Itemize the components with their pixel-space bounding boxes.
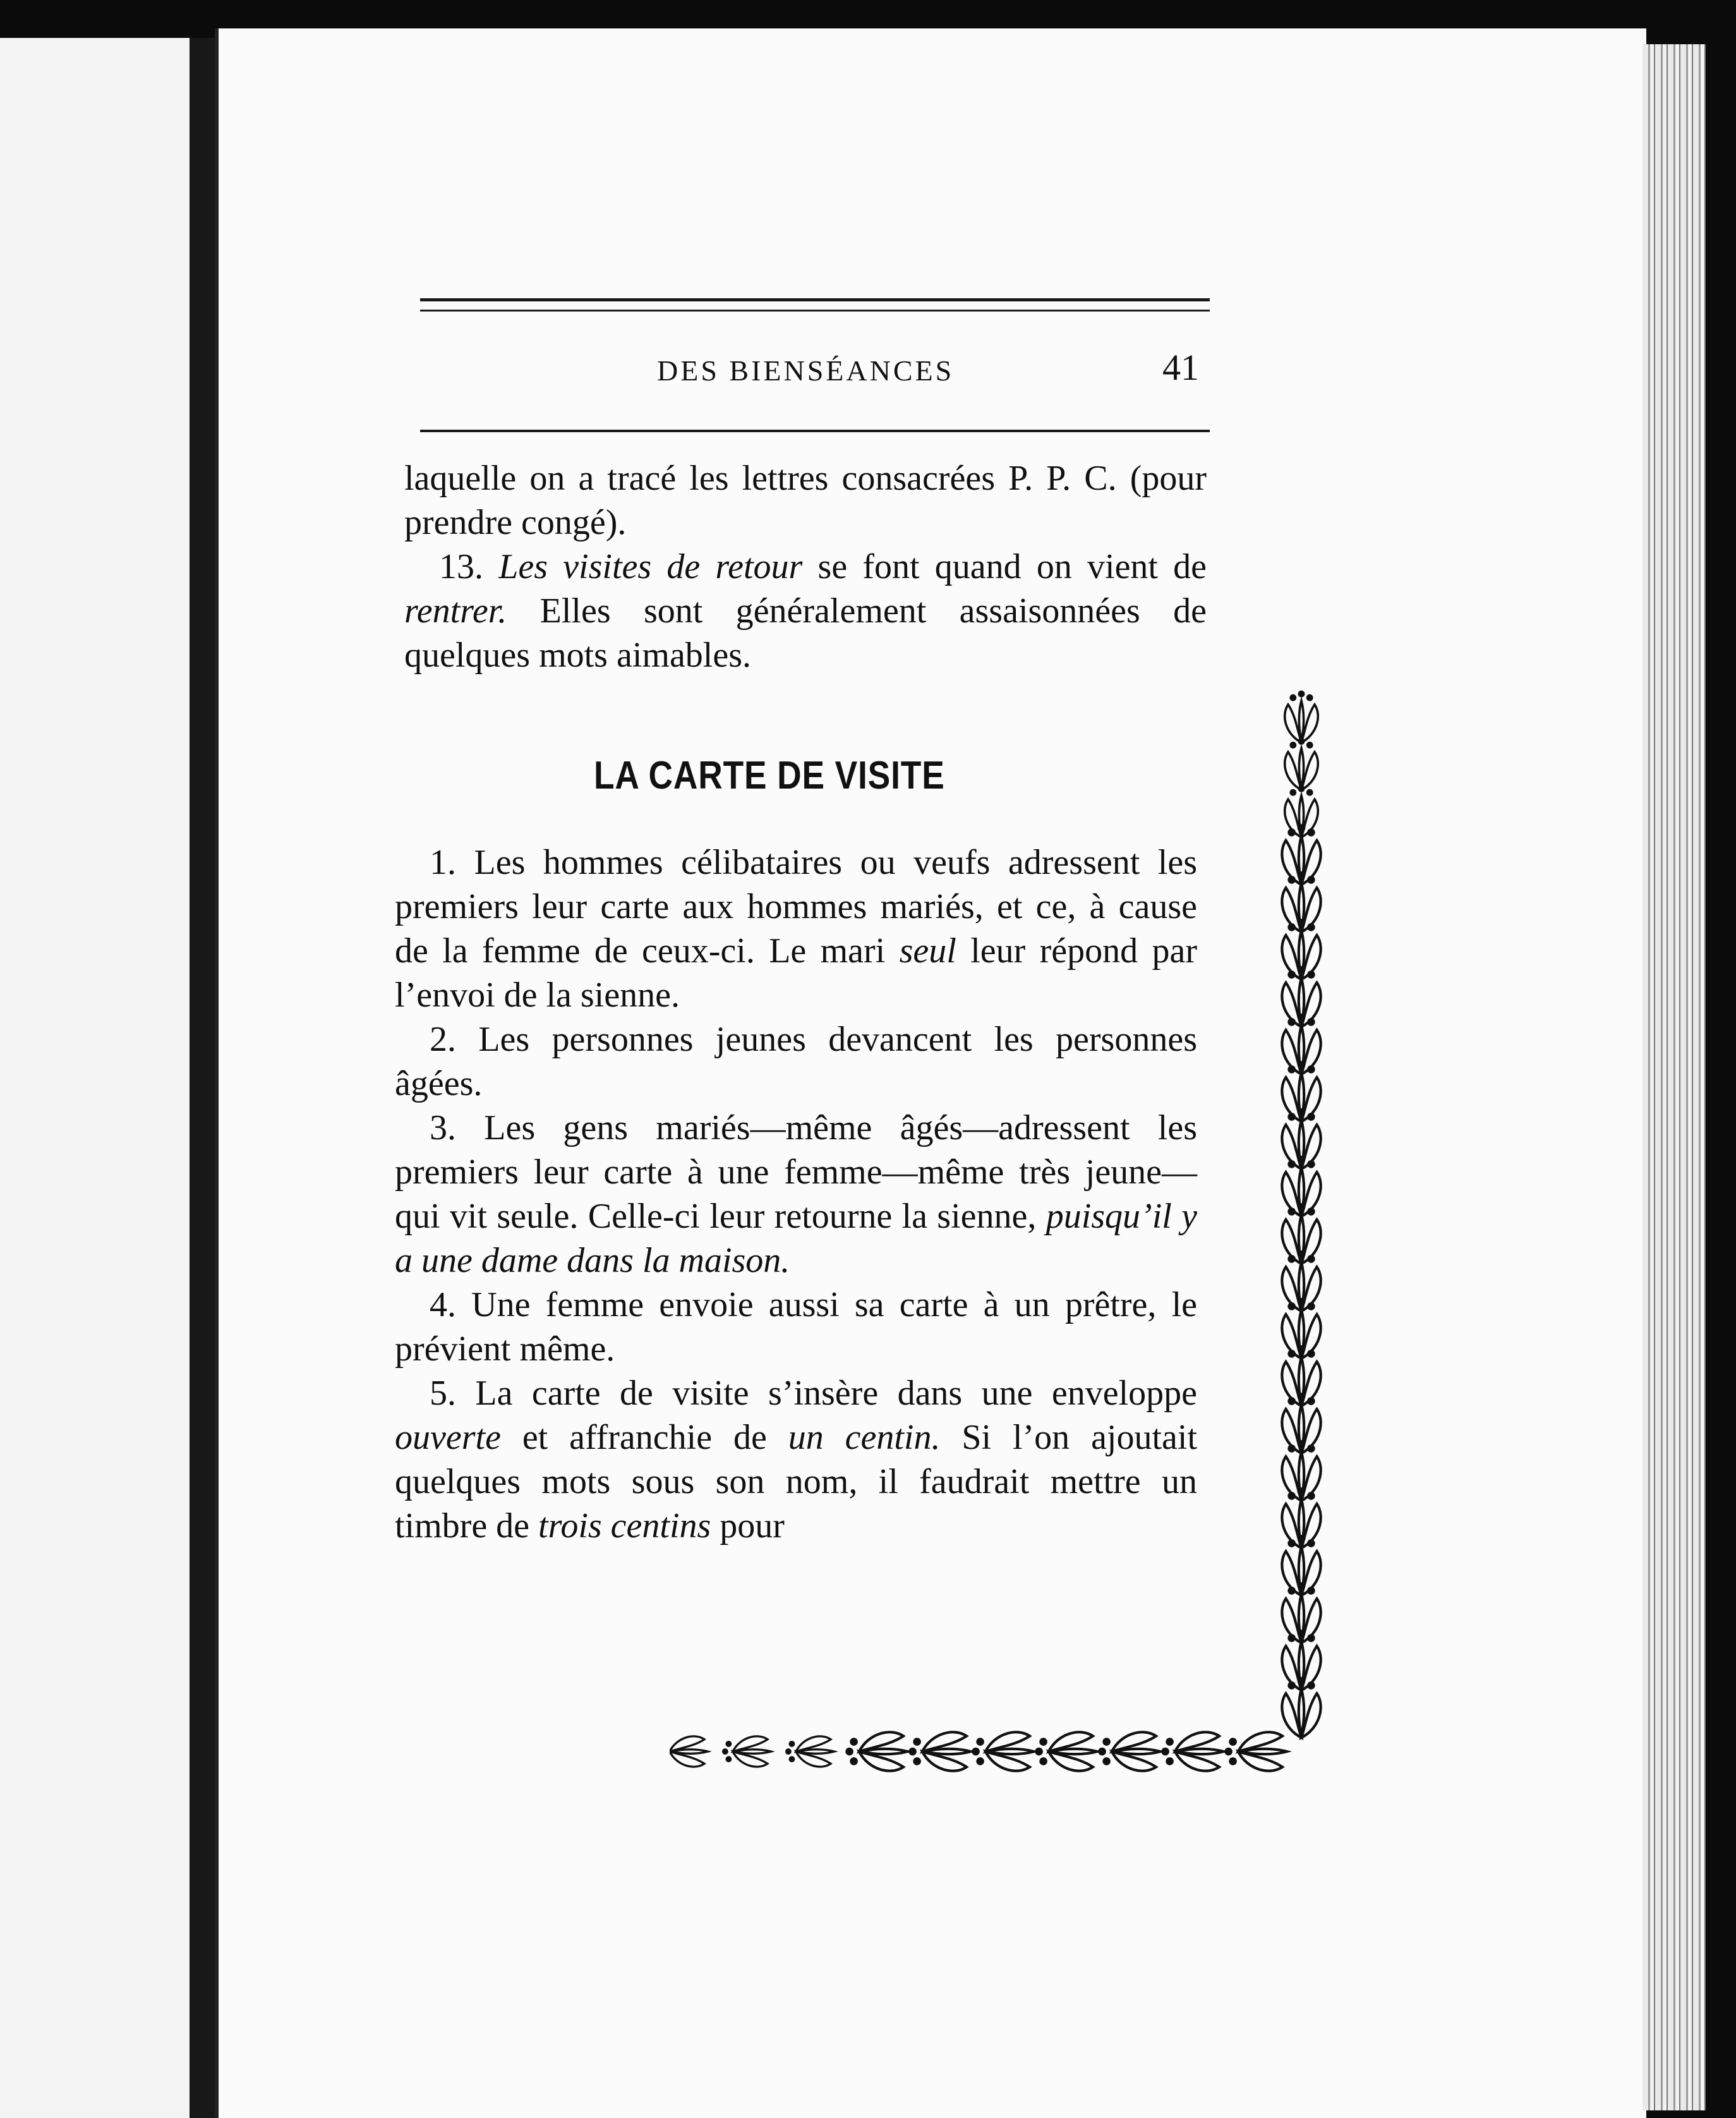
text-run: Elles sont généralement assaisonnées de quelques mots aimables. <box>404 591 1207 675</box>
header-rule <box>420 430 1210 432</box>
paragraph-item-13 <box>404 545 1207 677</box>
laurel-border-ornament <box>670 663 1346 1801</box>
laurel-leaf-horizontal <box>1162 1732 1224 1770</box>
text-run: Si l’on ajoutait quelques mots sous son nom, il faudrait mettre un timbre de <box>395 1418 1198 1546</box>
laurel-leaf-horizontal <box>670 1736 708 1767</box>
intro-text <box>404 456 1207 677</box>
emphasis: un centin. <box>788 1418 941 1457</box>
laurel-leaf-vertical <box>1285 739 1318 790</box>
page-number: 41 <box>1162 347 1199 388</box>
laurel-leaf-horizontal <box>1036 1732 1097 1770</box>
header-double-rule-top <box>420 298 1210 301</box>
text-run: se font quand on vient de <box>817 547 1207 586</box>
emphasis: ouverte <box>395 1418 501 1457</box>
horizontal-laurel <box>670 1732 1287 1770</box>
item-number: 13. <box>439 547 483 586</box>
text-run: 1. Les hommes célibataires ou veufs adressent les premiers leur carte aux hommes mariés, et ce, à cause de la femme de ceux-ci. Le mari <box>395 843 1197 971</box>
section-title: LA CARTE DE VISITE <box>594 754 945 797</box>
text-run: pour <box>720 1506 785 1546</box>
laurel-leaf-horizontal <box>1099 1732 1160 1770</box>
laurel-leaf-horizontal <box>847 1732 908 1770</box>
laurel-leaf-horizontal <box>973 1732 1034 1770</box>
emphasis: trois centins <box>538 1506 711 1546</box>
emphasis: puisqu’il y a une dame dans la maison. <box>395 1197 1197 1280</box>
vertical-laurel <box>1282 692 1320 1738</box>
emphasis: seul <box>899 931 956 971</box>
paragraph-item-2: 2. Les personnes jeunes devancent les personnes âgées. <box>395 1020 1197 1103</box>
laurel-leaf-horizontal <box>723 1736 771 1767</box>
scan-border <box>1706 0 1736 2118</box>
paragraph-continuation: laquelle on a tracé les lettres consacrées P. P. C. (pour prendre congé). <box>404 459 1207 542</box>
gutter-shadow <box>190 38 215 2118</box>
text-run: 5. La carte de visite s’insère dans une enveloppe <box>430 1374 1197 1413</box>
text-run: leur répond par l’envoi de la sienne. <box>395 931 1198 1015</box>
header-double-rule-bottom <box>420 310 1210 312</box>
left-page <box>0 38 202 2118</box>
emphasis: rentrer. <box>404 591 507 631</box>
laurel-leaf-horizontal <box>787 1736 835 1767</box>
emphasis: Les visites de retour <box>498 547 803 586</box>
paragraph-item-4: 4. Une femme envoie aussi sa carte à un prêtre, le prévient même. <box>395 1285 1197 1369</box>
laurel-leaf-horizontal <box>1226 1732 1287 1770</box>
text-run: et affranchie de <box>522 1418 767 1457</box>
running-title: DES BIENSÉANCES <box>657 354 955 387</box>
text-run: 3. Les gens mariés—même âgés—adressent les premiers leur carte à une femme—même très jeune—qui vit seule. Celle-ci leur retourne la sienne, <box>395 1108 1197 1236</box>
laurel-leaf-horizontal <box>910 1732 971 1770</box>
laurel-leaf-vertical <box>1285 692 1318 742</box>
